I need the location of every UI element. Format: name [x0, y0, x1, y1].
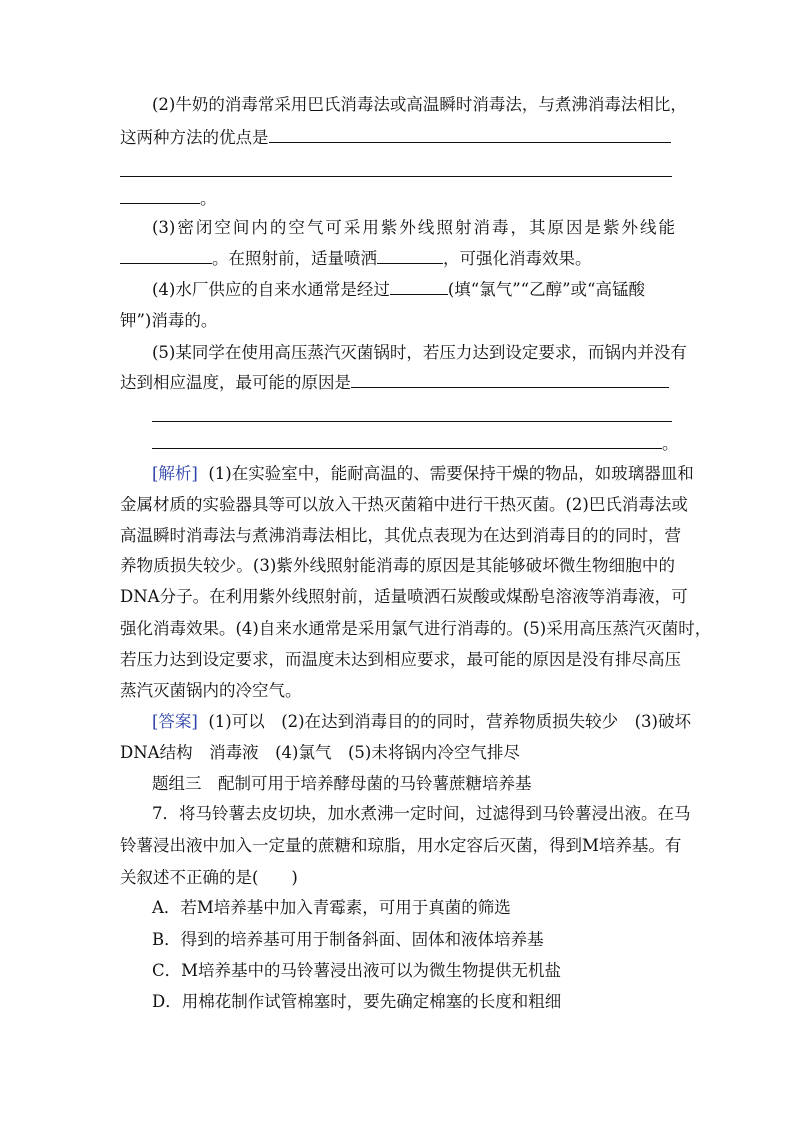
answer-tag: [答案] — [152, 712, 198, 731]
q2-end: 。 — [200, 189, 217, 208]
analysis-line-8: 蒸汽灭菌锅内的冷空气。 — [120, 681, 302, 700]
q7-option-a: A．若M培养基中加入青霉素，可用于真菌的筛选 — [152, 898, 511, 917]
answer-line-1 — [152, 707, 691, 737]
q3-part3: ，可强化消毒效果。 — [443, 249, 592, 268]
group3-title: 题组三 配制可用于培养酵母菌的马铃薯蔗糖培养基 — [152, 774, 532, 793]
q2-line2 — [120, 123, 675, 153]
answer-text-1: (1)可以 (2)在达到消毒目的的同时，营养物质损失较少 (3)破坏 — [208, 712, 691, 731]
q2-answer-blank-3 — [120, 202, 200, 204]
analysis-line-4: 养物质损失较少。(3)紫外线照射能消毒的原因是其能够破坏微生物细胞中的 — [120, 556, 675, 575]
analysis-line-6: 强化消毒效果。(4)自来水通常是采用氯气进行消毒的。(5)采用高压蒸汽灭菌时， — [120, 619, 712, 638]
q7-stem-line-2: 铃薯浸出液中加入一定量的蔗糖和琼脂，用水定容后灭菌，得到M培养基。有 — [120, 836, 682, 855]
analysis-tag: [解析] — [152, 464, 198, 483]
q2-answer-blank-1 — [269, 141, 671, 143]
q5-line1: (5)某同学在使用高压蒸汽灭菌锅时，若压力达到设定要求，而锅内并没有 — [152, 343, 687, 362]
q4-part1: (4)水厂供应的自来水通常是经过 — [152, 280, 390, 299]
q2-line2-text: 这两种方法的优点是 — [120, 128, 269, 147]
answer-line-2: DNA结构 消毒液 (4)氯气 (5)未将锅内冷空气排尽 — [120, 743, 520, 762]
q5-line4 — [152, 429, 679, 459]
analysis-line-7: 若压力达到设定要求，而温度未达到相应要求，最可能的原因是没有排尽高压 — [120, 650, 681, 669]
q2-line1: (2)牛奶的消毒常采用巴氏消毒法或高温瞬时消毒法，与煮沸消毒法相比， — [152, 95, 687, 114]
q4-part2: (填“氯气”“乙醇”或“高锰酸 — [447, 280, 645, 299]
q4-line2: 钾”)消毒的。 — [120, 311, 218, 330]
q4-blank — [390, 293, 448, 295]
q3-blank-2 — [377, 262, 443, 264]
q5-line2 — [120, 368, 675, 398]
q5-answer-blank-3 — [152, 447, 662, 449]
analysis-text-1: (1)在实验室中，能耐高温的、需要保持干燥的物品，如玻璃器皿和 — [208, 464, 694, 483]
q2-answer-blank-2 — [120, 176, 672, 177]
q5-line2-text: 达到相应温度，最可能的原因是 — [120, 373, 351, 392]
q7-option-c: C．M培养基中的马铃薯浸出液可以为微生物提供无机盐 — [152, 961, 562, 980]
q3-line2 — [120, 244, 675, 274]
q5-end: 。 — [662, 434, 679, 453]
analysis-line-5: DNA分子。在利用紫外线照射前，适量喷洒石炭酸或煤酚皂溶液等消毒液，可 — [120, 587, 688, 606]
q7-stem-line-3: 关叙述不正确的是( ) — [120, 868, 298, 887]
q4-line1 — [152, 275, 675, 305]
analysis-line-3: 高温瞬时消毒法与煮沸消毒法相比，其优点表现为在达到消毒目的的同时，营 — [120, 526, 681, 545]
q5-answer-blank-1 — [351, 386, 669, 388]
q7-option-d: D．用棉花制作试管棉塞时，要先确定棉塞的长度和粗细 — [152, 992, 562, 1011]
q3-line1: (3)密闭空间内的空气可采用紫外线照射消毒，其原因是紫外线能 — [152, 218, 675, 237]
analysis-line-1 — [152, 459, 694, 489]
q2-line4 — [120, 184, 675, 214]
q7-option-b: B．得到的培养基可用于制备斜面、固体和液体培养基 — [152, 930, 544, 949]
analysis-line-2: 金属材质的实验器具等可以放入干热灭菌箱中进行干热灭菌。(2)巴氏消毒法或 — [120, 495, 688, 514]
q3-blank-1 — [120, 262, 212, 264]
q5-answer-blank-2 — [152, 421, 672, 422]
q3-part2: 。在照射前，适量喷洒 — [212, 249, 377, 268]
q7-stem-line-1: 7．将马铃薯去皮切块，加水煮沸一定时间，过滤得到马铃薯浸出液。在马 — [152, 804, 691, 823]
